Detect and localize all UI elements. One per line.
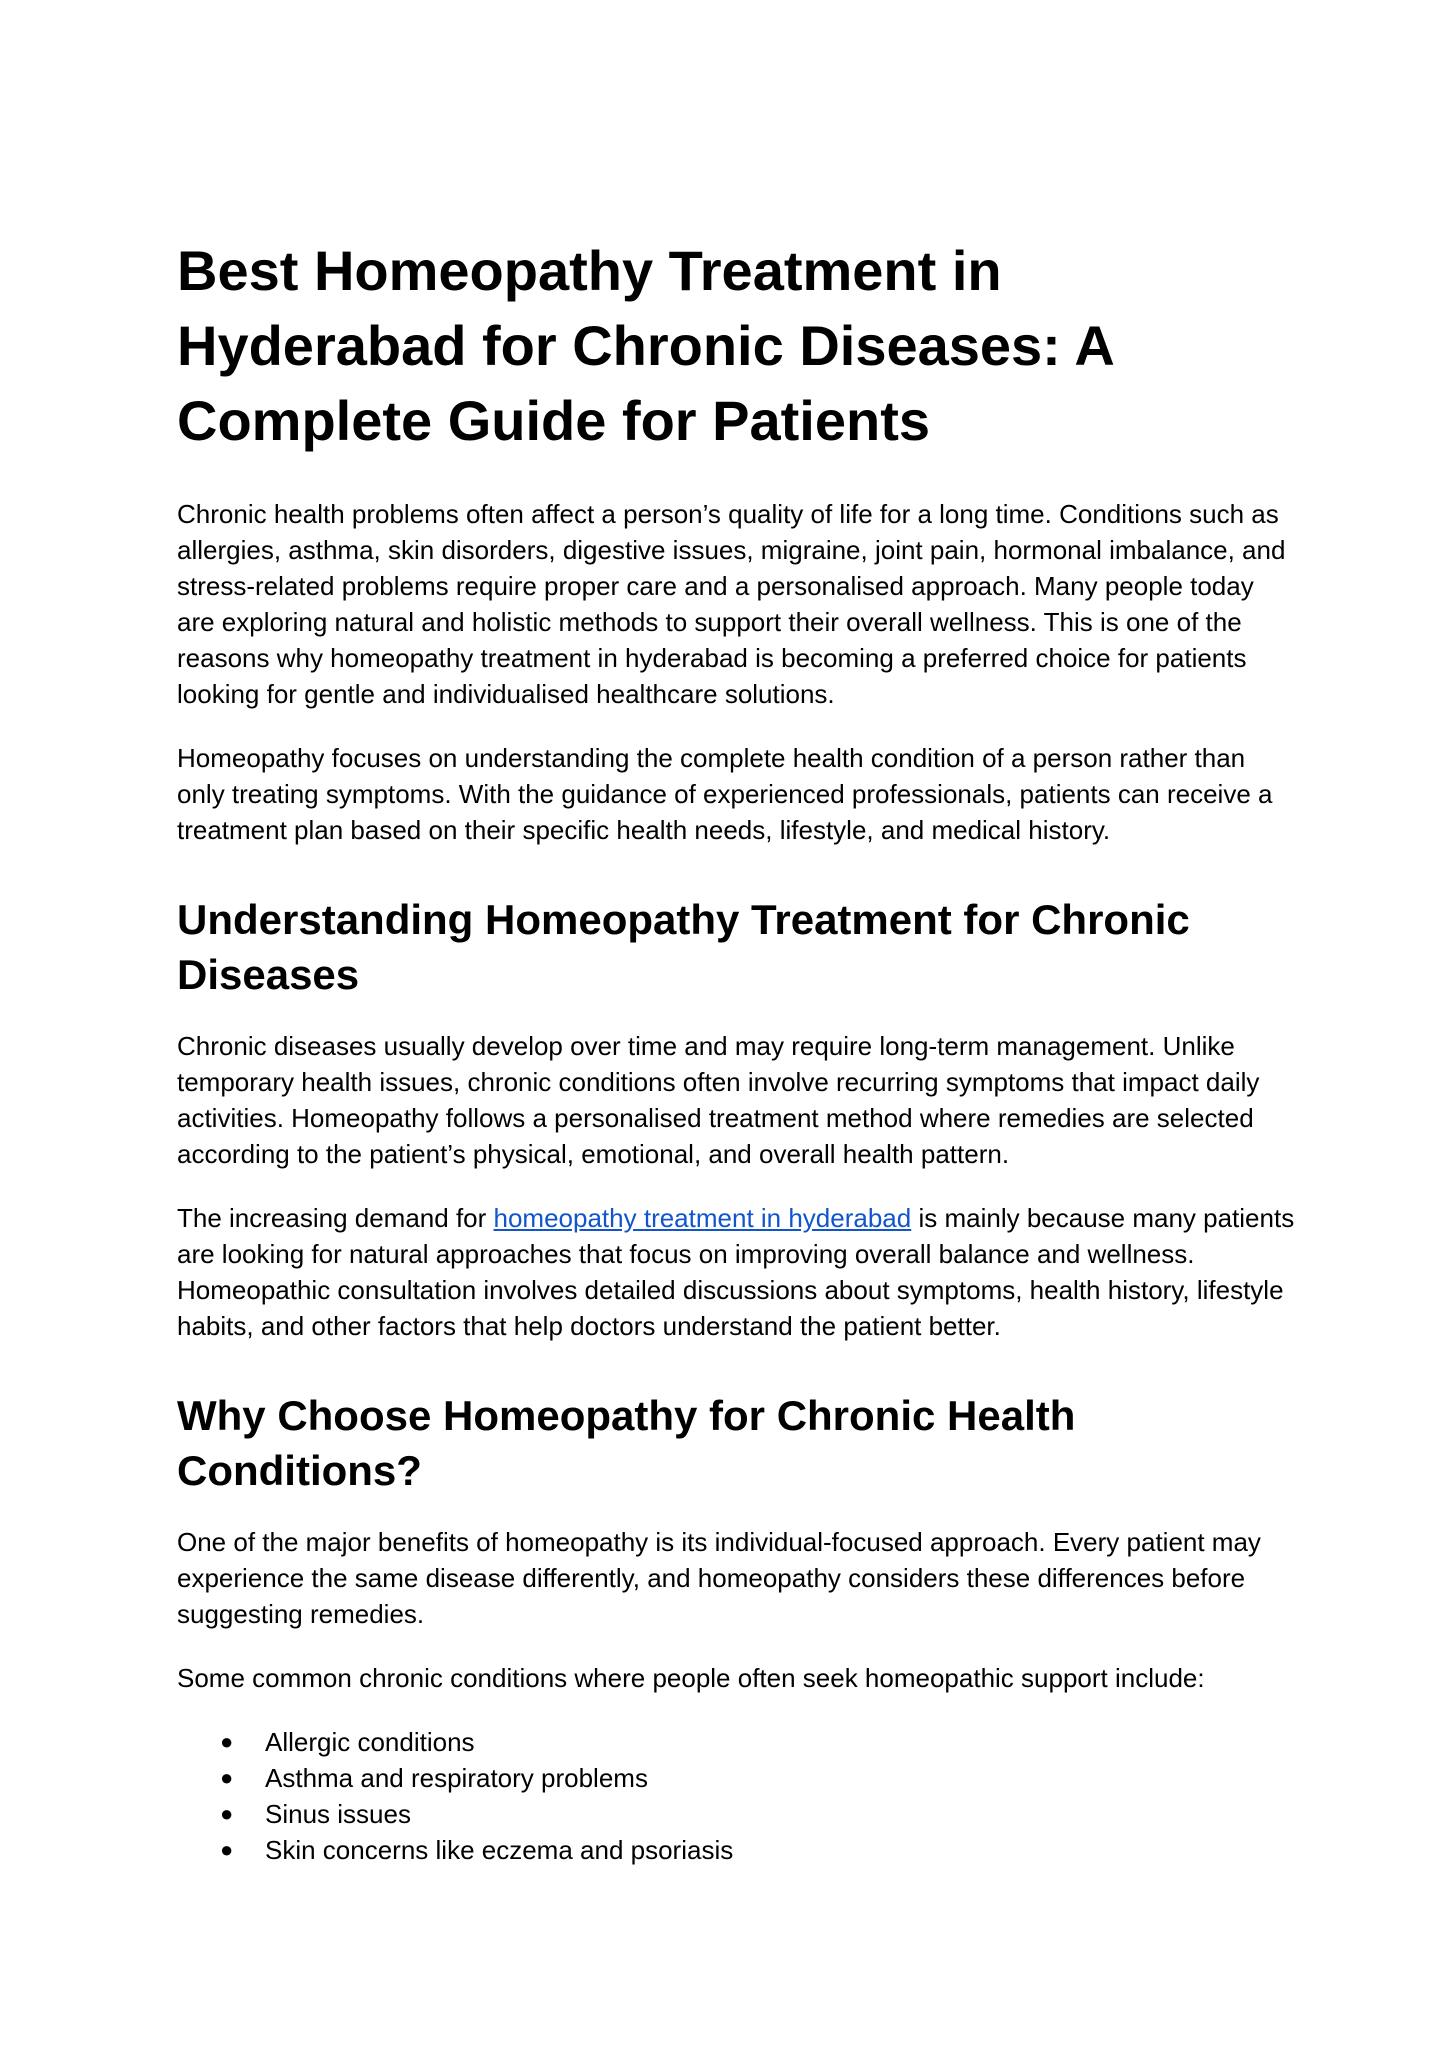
list-item [177, 1760, 1297, 1796]
document-page [177, 233, 1297, 1868]
section1-paragraph-1: Chronic diseases usually develop over time and may require long-term management. Unlike temporary health issues, chronic conditions often involve recurring symptoms that impact daily activities. Homeopathy follows a personalised treatment method where remedies are selected according to the patient’s physical, emotional, and overall health pattern. [177, 1031, 1260, 1169]
bullet-icon: ● [220, 1801, 234, 1826]
bullet-icon: ● [220, 1837, 234, 1862]
homeopathy-treatment-link[interactable]: homeopathy treatment in hyderabad [493, 1203, 912, 1233]
intro-paragraph-2: Homeopathy focuses on understanding the complete health condition of a person rather than only treating symptoms. With the guidance of experienced professionals, patients can receive a treatment plan based on their specific health needs, lifestyle, and medical history. [177, 743, 1273, 845]
section2-paragraph-1: One of the major benefits of homeopathy is its individual-focused approach. Every patient may experience the same disease differently, and homeopathy considers these differences before suggesting remedies. [177, 1527, 1261, 1629]
list-item [177, 1832, 1297, 1868]
section-heading-why-choose: Why Choose Homeopathy for Chronic Health Conditions? [177, 1392, 1076, 1494]
section-heading-understanding: Understanding Homeopathy Treatment for Chronic Diseases [177, 896, 1190, 998]
section2-paragraph-2: Some common chronic conditions where people often seek homeopathic support include: [177, 1663, 1205, 1693]
list-item-text: Skin concerns like eczema and psoriasis [265, 1835, 734, 1865]
list-item-text: Sinus issues [265, 1799, 411, 1829]
page-title: Best Homeopathy Treatment in Hyderabad for Chronic Diseases: A Complete Guide for Patients [177, 239, 1113, 452]
list-item [177, 1796, 1297, 1832]
chronic-conditions-list [177, 1724, 1297, 1868]
list-item-text: Allergic conditions [265, 1727, 475, 1757]
intro-paragraph-1: Chronic health problems often affect a person’s quality of life for a long time. Conditions such as allergies, asthma, skin disorders, digestive issues, migraine, joint pain, hormonal imbalance, and stress-related problems require proper care and a personalised approach. Many people today are exploring natural and holistic methods to support their overall wellness. This is one of the reasons why homeopathy treatment in hyderabad is becoming a preferred choice for patients looking for gentle and individualised healthcare solutions. [177, 499, 1286, 709]
bullet-icon: ● [220, 1729, 234, 1754]
list-item [177, 1724, 1297, 1760]
list-item-text: Asthma and respiratory problems [265, 1763, 648, 1793]
section1-paragraph-2-start: The increasing demand for [177, 1203, 494, 1233]
bullet-icon: ● [220, 1765, 234, 1790]
section1-paragraph-2 [177, 1200, 1297, 1344]
section1-paragraph-2-end: is mainly because many patients are looking for natural approaches that focus on improving overall balance and wellness. Homeopathic consultation involves detailed discussions about symptoms, health history, lifestyle habits, and other factors that help doctors understand the patient better. [177, 1203, 1295, 1341]
